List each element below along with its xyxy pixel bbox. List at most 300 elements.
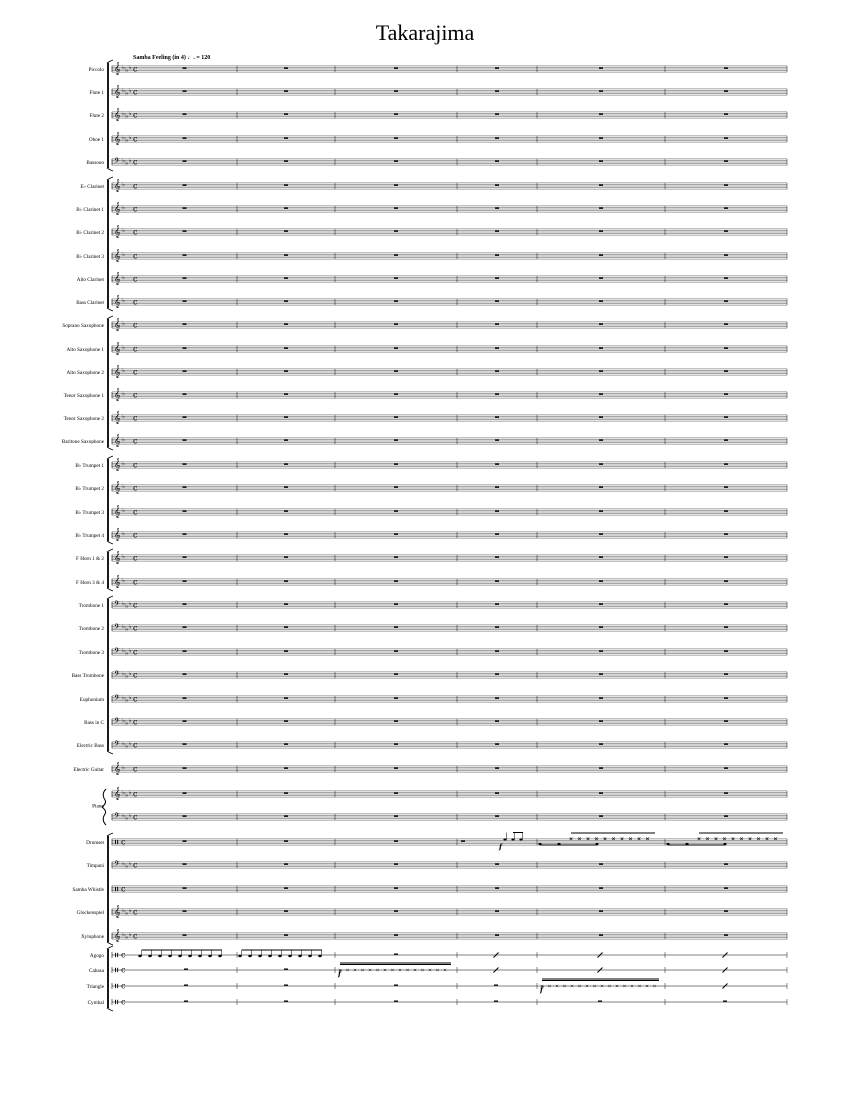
percussion-clef [115, 840, 116, 844]
whole-rest [284, 792, 288, 793]
key-flat: ♭ [122, 134, 125, 142]
bracket-hook [107, 177, 113, 180]
time-signature: c [133, 717, 138, 727]
whole-rest [183, 887, 187, 888]
whole-rest [284, 580, 288, 581]
time-signature: c [133, 204, 138, 214]
key-flat: ♭ [122, 181, 125, 189]
clef: 𝄢 [114, 647, 120, 658]
whole-rest [599, 230, 603, 231]
agogo-note [258, 955, 261, 957]
key-flat: ♭ [128, 110, 132, 118]
whole-rest [284, 697, 288, 698]
key-flat: ♭ [122, 907, 125, 915]
whole-rest [394, 370, 398, 371]
instrument-label: Trombone 2 [78, 626, 104, 632]
dynamic-marking: f [540, 985, 544, 994]
instrument-label: Oboe 1 [88, 137, 104, 143]
instrument-label: Agogo [89, 953, 104, 959]
key-flat: ♭ [125, 673, 129, 680]
whole-rest [183, 347, 187, 348]
instrument-label: Soprano Saxophone [62, 323, 104, 329]
whole-rest [494, 985, 498, 986]
instrument-label: B♭ Clarinet 2 [76, 230, 104, 236]
agogo-note [278, 955, 281, 957]
time-signature: c [133, 670, 138, 680]
whole-rest [724, 254, 728, 255]
whole-rest [183, 90, 187, 91]
whole-rest [284, 767, 288, 768]
key-flat: ♭ [122, 553, 125, 561]
whole-rest [599, 137, 603, 138]
whole-rest [723, 1001, 727, 1002]
key-flat: ♭ [128, 812, 132, 820]
bracket-hook [107, 942, 113, 945]
whole-rest [284, 416, 288, 417]
instrument-label: B♭ Trumpet 3 [75, 510, 104, 516]
whole-rest [284, 815, 288, 816]
whole-rest [183, 207, 187, 208]
whole-rest [724, 650, 728, 651]
whole-rest [394, 533, 398, 534]
whole-rest [394, 743, 398, 744]
whole-rest [724, 67, 728, 68]
whole-rest [183, 323, 187, 324]
whole-rest [183, 533, 187, 534]
key-flat: ♭ [122, 717, 125, 725]
agogo-note [198, 955, 201, 957]
whole-rest [724, 767, 728, 768]
whole-rest [183, 767, 187, 768]
key-flat: ♭ [125, 603, 129, 610]
whole-rest [599, 207, 603, 208]
time-signature: c [133, 623, 138, 633]
dynamic-marking: f [499, 842, 503, 851]
whole-rest [724, 370, 728, 371]
whole-rest [394, 697, 398, 698]
whole-rest [284, 840, 288, 841]
whole-rest [394, 486, 398, 487]
time-signature: c [133, 764, 138, 774]
clef: 𝄢 [114, 717, 120, 728]
clef: 𝄞 [114, 505, 121, 518]
time-signature: c [133, 320, 138, 330]
whole-rest [394, 439, 398, 440]
whole-rest [495, 792, 499, 793]
bracket-hook [107, 751, 113, 754]
whole-rest [394, 954, 398, 955]
whole-rest [495, 113, 499, 114]
whole-rest [495, 510, 499, 511]
whole-rest [284, 277, 288, 278]
time-signature: c [133, 413, 138, 423]
whole-rest [495, 910, 499, 911]
whole-rest [494, 1001, 498, 1002]
bracket-hook [107, 549, 113, 552]
key-flat: ♭ [122, 507, 125, 515]
time-signature: c [133, 297, 138, 307]
clef: 𝄞 [114, 295, 121, 308]
whole-rest [495, 863, 499, 864]
half-rest [461, 840, 465, 841]
whole-rest [183, 254, 187, 255]
key-flat: ♭ [122, 577, 125, 585]
whole-rest [394, 90, 398, 91]
time-signature: c [133, 483, 138, 493]
key-flat: ♭ [125, 137, 129, 144]
whole-rest [599, 673, 603, 674]
whole-rest [495, 439, 499, 440]
instrument-label: Timpani [86, 863, 104, 869]
whole-rest [284, 650, 288, 651]
bracket-hook [107, 308, 113, 311]
key-flat: ♭ [122, 860, 125, 868]
whole-rest [724, 323, 728, 324]
time-signature: c [133, 87, 138, 97]
time-signature: c [133, 647, 138, 657]
whole-rest [284, 934, 288, 935]
time-signature: c [133, 181, 138, 191]
whole-rest [599, 416, 603, 417]
kick-note [595, 843, 598, 845]
whole-rest [724, 697, 728, 698]
whole-rest [724, 533, 728, 534]
whole-rest [394, 650, 398, 651]
time-signature: c [121, 837, 126, 847]
bracket-hook [107, 541, 113, 544]
whole-rest [724, 230, 728, 231]
whole-rest [183, 603, 187, 604]
clef: 𝄞 [114, 318, 121, 331]
bracket-hook [107, 316, 113, 319]
whole-rest [183, 113, 187, 114]
whole-rest [724, 90, 728, 91]
whole-rest [394, 137, 398, 138]
clef: 𝄢 [114, 670, 120, 681]
whole-rest [183, 137, 187, 138]
whole-rest [184, 969, 188, 970]
key-flat: ♭ [122, 931, 125, 939]
whole-rest [284, 533, 288, 534]
whole-rest [394, 767, 398, 768]
whole-rest [495, 626, 499, 627]
key-flat: ♭ [128, 134, 132, 142]
whole-rest [724, 184, 728, 185]
time-signature: c [133, 789, 138, 799]
agogo-note [308, 955, 311, 957]
whole-rest [284, 393, 288, 394]
whole-rest [284, 347, 288, 348]
key-flat: ♭ [122, 694, 125, 702]
whole-rest [724, 160, 728, 161]
whole-rest [183, 416, 187, 417]
clef: 𝄞 [114, 108, 121, 121]
key-flat: ♭ [125, 650, 129, 657]
whole-rest [598, 1001, 602, 1002]
whole-rest [284, 510, 288, 511]
clef: 𝄢 [114, 860, 120, 871]
key-flat: ♭ [125, 720, 129, 727]
whole-rest [183, 184, 187, 185]
instrument-label: Cymbal [87, 1000, 104, 1006]
bracket-hook [107, 447, 113, 450]
whole-rest [394, 277, 398, 278]
whole-rest [495, 697, 499, 698]
whole-rest [183, 720, 187, 721]
instrument-label: Alto Saxophone 2 [66, 370, 104, 376]
percussion-clef [117, 840, 118, 844]
key-flat: ♭ [122, 110, 125, 118]
whole-rest [495, 207, 499, 208]
kick-note [557, 843, 560, 845]
whole-rest [495, 300, 499, 301]
key-flat: ♭ [128, 623, 132, 631]
whole-rest [599, 650, 603, 651]
instrument-label: Alto Clarinet [76, 277, 104, 283]
whole-rest [599, 323, 603, 324]
whole-rest [284, 743, 288, 744]
bracket-hook [107, 60, 113, 63]
key-flat: ♭ [125, 626, 129, 633]
whole-rest [495, 650, 499, 651]
agogo-note [178, 955, 181, 957]
whole-rest [599, 347, 603, 348]
whole-rest [183, 510, 187, 511]
whole-rest [284, 230, 288, 231]
percussion-clef [115, 968, 116, 972]
whole-rest [599, 439, 603, 440]
whole-rest [183, 815, 187, 816]
time-signature: c [133, 390, 138, 400]
whole-rest [724, 393, 728, 394]
whole-rest [495, 137, 499, 138]
whole-rest [184, 985, 188, 986]
whole-rest [183, 840, 187, 841]
drum-note [503, 838, 506, 840]
whole-rest [495, 370, 499, 371]
whole-rest [394, 184, 398, 185]
whole-rest [183, 626, 187, 627]
instrument-label: B♭ Clarinet 1 [76, 207, 104, 213]
kick-note [538, 843, 541, 845]
whole-rest [599, 863, 603, 864]
whole-rest [495, 463, 499, 464]
whole-rest [183, 463, 187, 464]
bracket-hook [107, 596, 113, 599]
agogo-note [318, 955, 321, 957]
instrument-label: Electric Bass [76, 743, 104, 749]
key-flat: ♭ [122, 274, 125, 282]
key-flat: ♭ [128, 717, 132, 725]
whole-rest [724, 743, 728, 744]
key-flat: ♭ [128, 694, 132, 702]
instrument-label: Bass Clarinet [76, 300, 104, 306]
clef: 𝄞 [114, 481, 121, 494]
key-flat: ♭ [122, 789, 125, 797]
bracket-hook [107, 588, 113, 591]
whole-rest [724, 603, 728, 604]
agogo-note [138, 955, 141, 957]
whole-rest [394, 840, 398, 841]
key-flat: ♭ [122, 413, 125, 421]
clef: 𝄞 [114, 272, 121, 285]
whole-rest [284, 1001, 288, 1002]
whole-rest [599, 887, 603, 888]
barlines [112, 66, 787, 1005]
key-flat: ♭ [122, 297, 125, 305]
instrument-label: B♭ Trumpet 4 [75, 533, 104, 539]
whole-rest [184, 1001, 188, 1002]
time-signature: c [133, 227, 138, 237]
whole-rest [495, 580, 499, 581]
instrument-label: Bassoon [86, 160, 104, 166]
whole-rest [724, 510, 728, 511]
bracket-hook [107, 833, 113, 836]
agogo-note [158, 955, 161, 957]
instrument-label: Piano [92, 803, 104, 810]
whole-rest [284, 300, 288, 301]
key-flat: ♭ [128, 931, 132, 939]
whole-rest [394, 254, 398, 255]
instrument-label: F Horn 3 & 4 [76, 580, 104, 586]
key-flat: ♭ [128, 600, 132, 608]
clef: 𝄞 [114, 365, 121, 378]
key-flat: ♭ [122, 670, 125, 678]
whole-rest [394, 792, 398, 793]
clef: 𝄢 [114, 694, 120, 705]
whole-rest [284, 626, 288, 627]
agogo-note [188, 955, 191, 957]
agogo-note [248, 955, 251, 957]
whole-rest [724, 815, 728, 816]
time-signature: c [133, 274, 138, 284]
whole-rest [495, 603, 499, 604]
percussion-clef [115, 984, 116, 988]
whole-rest [394, 323, 398, 324]
whole-rest [394, 626, 398, 627]
whole-rest [599, 580, 603, 581]
time-signature: c [133, 812, 138, 822]
whole-rest [599, 767, 603, 768]
dynamic-marking: f [338, 969, 342, 978]
whole-rest [183, 580, 187, 581]
whole-rest [495, 393, 499, 394]
key-flat: ♭ [122, 344, 125, 352]
time-signature: c [133, 931, 138, 941]
whole-rest [183, 910, 187, 911]
whole-rest [599, 370, 603, 371]
agogo-note [238, 955, 241, 957]
whole-rest [284, 603, 288, 604]
key-flat: ♭ [128, 157, 132, 165]
key-flat: ♭ [125, 910, 129, 917]
whole-rest [183, 439, 187, 440]
key-flat: ♭ [122, 204, 125, 212]
time-signature: c [133, 860, 138, 870]
key-flat: ♭ [128, 647, 132, 655]
whole-rest [284, 254, 288, 255]
whole-rest [599, 113, 603, 114]
kick-note [666, 843, 669, 845]
instrument-label: Glockenspiel [76, 910, 104, 916]
whole-rest [183, 863, 187, 864]
percussion-clef [117, 953, 118, 957]
percussion-clef [117, 1000, 118, 1004]
time-signature: c [121, 997, 126, 1007]
whole-rest [724, 626, 728, 627]
clef: 𝄞 [114, 762, 121, 775]
whole-rest [183, 277, 187, 278]
whole-rest [495, 90, 499, 91]
agogo-note [148, 955, 151, 957]
instrument-label: Flute 2 [89, 113, 104, 119]
whole-rest [183, 393, 187, 394]
drum-note [511, 838, 514, 840]
whole-rest [495, 743, 499, 744]
whole-rest [394, 887, 398, 888]
instrument-label: B♭ Clarinet 3 [76, 254, 104, 260]
percussion-clef [115, 887, 116, 891]
agogo-note [288, 955, 291, 957]
whole-rest [394, 207, 398, 208]
key-flat: ♭ [122, 87, 125, 95]
instrument-label: Drumset [86, 840, 104, 846]
time-signature: c [133, 436, 138, 446]
key-flat: ♭ [122, 812, 125, 820]
whole-rest [183, 230, 187, 231]
bracket-hook [107, 168, 113, 171]
key-flat: ♭ [122, 740, 125, 748]
whole-rest [284, 969, 288, 970]
whole-rest [599, 533, 603, 534]
whole-rest [495, 160, 499, 161]
time-signature: c [133, 157, 138, 167]
whole-rest [724, 792, 728, 793]
instrument-label: B♭ Trumpet 1 [75, 463, 104, 469]
clef: 𝄞 [114, 179, 121, 192]
key-flat: ♭ [122, 460, 125, 468]
whole-rest [724, 113, 728, 114]
key-flat: ♭ [128, 860, 132, 868]
whole-rest [394, 673, 398, 674]
instrument-labels [62, 67, 105, 1006]
key-flat: ♭ [122, 483, 125, 491]
clef: 𝄢 [114, 623, 120, 634]
whole-rest [394, 463, 398, 464]
whole-rest [599, 934, 603, 935]
time-signature: c [133, 553, 138, 563]
whole-rest [724, 720, 728, 721]
time-signature: c [133, 251, 138, 261]
instrument-label: Alto Saxophone 1 [66, 347, 104, 353]
whole-rest [284, 985, 288, 986]
whole-rest [394, 720, 398, 721]
agogo-note [298, 955, 301, 957]
key-flat: ♭ [125, 113, 129, 120]
clef: 𝄢 [114, 812, 120, 823]
whole-rest [394, 1001, 398, 1002]
key-flat: ♭ [122, 64, 125, 72]
clef: 𝄞 [114, 202, 121, 215]
score-title: Takarajima [375, 20, 475, 45]
whole-rest [724, 556, 728, 557]
clef: 𝄞 [114, 342, 121, 355]
whole-rest [599, 184, 603, 185]
whole-rest [183, 792, 187, 793]
key-flat: ♭ [122, 623, 125, 631]
key-flat: ♭ [122, 320, 125, 328]
key-flat: ♭ [122, 251, 125, 259]
